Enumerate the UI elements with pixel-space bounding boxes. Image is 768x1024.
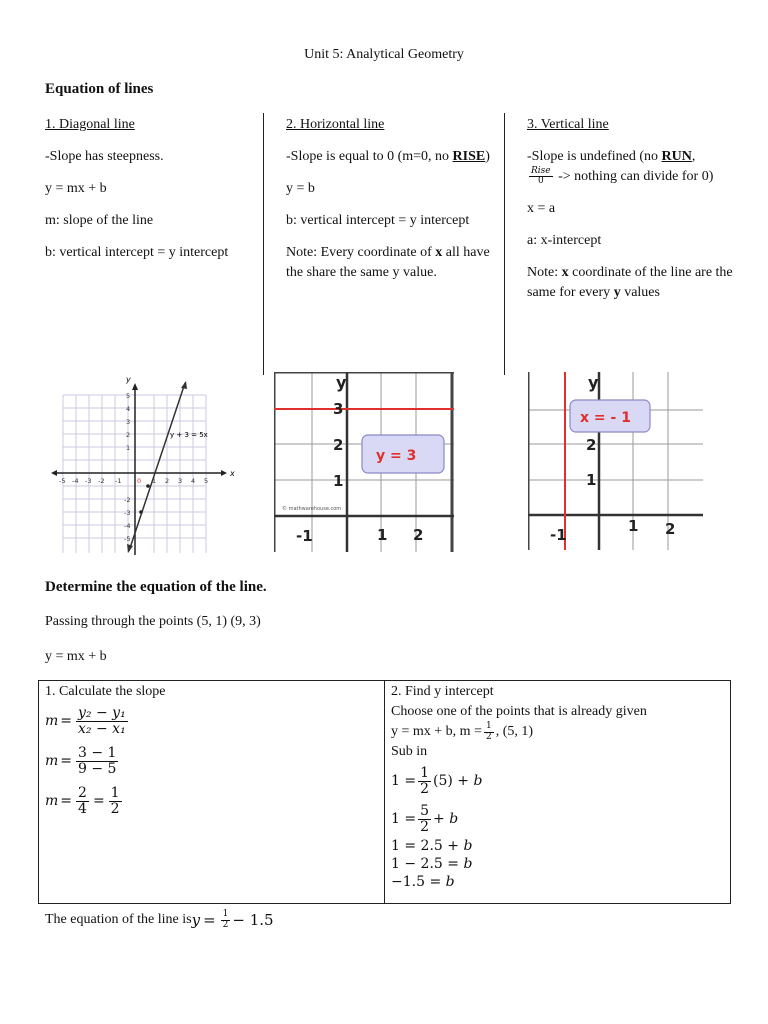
column-horizontal: [286, 115, 491, 295]
column-text: -Slope is undefined (no RUN, $\frac{\text{Rise}}{0}$ -> nothing can divide for 0): [527, 149, 714, 187]
step-text: y = mx + b, m = $\frac{1}{2}$ , (5, 1): [391, 721, 534, 742]
y-tick-label: 3: [126, 418, 131, 426]
x-tick-label: 2: [413, 526, 424, 544]
y-tick-label: 2: [333, 436, 344, 454]
y-tick-label: 2: [126, 431, 131, 439]
step-intercept-cell: [385, 681, 731, 904]
equation-label: x = - 1: [580, 410, 631, 426]
column-text: b: vertical intercept = y intercept: [45, 245, 229, 260]
section-title: Equation of lines: [45, 81, 154, 97]
column-text: -Slope is equal to 0 (m=0, no RISE): [286, 149, 490, 164]
column-text: -Slope has steepness.: [45, 149, 164, 164]
intercept-equation: 1 = $\frac{5}{2}$ + b: [391, 802, 459, 835]
y-tick-label: 1: [586, 471, 597, 489]
y-tick-label: 5: [126, 392, 131, 400]
x-tick-label: 1: [377, 526, 388, 544]
diagonal-line-graph: [45, 375, 235, 555]
step-slope-cell: [39, 681, 385, 904]
x-tick-label: 1: [628, 517, 639, 535]
column-heading: 3. Vertical line: [527, 117, 609, 132]
slope-result: m = $\frac{2}{4}$ = $\frac{1}{2}$: [45, 784, 120, 817]
column-text: y = b: [286, 181, 315, 196]
y-axis-label: y: [588, 373, 599, 392]
vertical-line-graph: [528, 372, 703, 550]
x-tick-label: -1: [115, 477, 122, 485]
problem-formula: y = mx + b: [45, 649, 107, 664]
y-axis-arrow: [132, 383, 138, 390]
x-tick-label: -1: [296, 527, 313, 545]
y-tick-label: 1: [333, 472, 344, 490]
problem-points: Passing through the points (5, 1) (9, 3): [45, 614, 261, 629]
page-header: Unit 5: Analytical Geometry: [304, 47, 464, 62]
y-tick-label: -3: [124, 509, 131, 517]
x-tick-label: -5: [59, 477, 66, 485]
intercept-equation: 1 − 2.5 = b: [391, 856, 473, 872]
intercept-equation: 1 = $\frac{1}{2}$ (5) + b: [391, 764, 483, 797]
x-tick-label: 5: [204, 477, 209, 485]
x-tick-label: -2: [98, 477, 105, 485]
slope-formula: m = $\frac{\text{y₂ − y₁}}{\text{x₂ − x₁}}$: [45, 704, 126, 737]
x-tick-label: -1: [550, 526, 567, 544]
column-heading: 1. Diagonal line: [45, 117, 135, 132]
graph-point: [139, 510, 143, 514]
column-text: y = mx + b: [45, 181, 107, 196]
graph-point: [146, 484, 150, 488]
line-arrow: [127, 544, 133, 553]
step-heading: 2. Find y intercept: [391, 684, 494, 699]
column-text: m: slope of the line: [45, 213, 154, 228]
y-tick-label: 3: [333, 400, 344, 418]
step-text: Sub in: [391, 744, 428, 759]
graph-credit: © mathwarehouse.com: [282, 506, 342, 512]
line-equation-label: y + 3 = 5x: [170, 431, 208, 439]
x-tick-label: 4: [191, 477, 196, 485]
y-tick-label: 4: [126, 405, 131, 413]
x-tick-label: 0: [137, 477, 142, 485]
step-heading: 1. Calculate the slope: [45, 684, 166, 699]
y-tick-label: -4: [124, 522, 131, 530]
x-axis-arrow: [51, 470, 57, 476]
column-note: Note: x coordinate of the line are the same for every y values: [527, 265, 733, 301]
horizontal-line-graph: [274, 372, 454, 552]
x-tick-label: -3: [85, 477, 92, 485]
y-tick-label: 1: [126, 444, 131, 452]
column-vertical: [527, 115, 742, 315]
column-heading: 2. Horizontal line: [286, 117, 385, 132]
x-tick-label: 3: [178, 477, 183, 485]
y-tick-label: -2: [124, 496, 131, 504]
conclusion: The equation of the line is y = $\frac{1}{2}$ − 1.5: [45, 909, 274, 930]
y-axis-label: y: [126, 375, 131, 384]
y-axis-label: y: [336, 373, 347, 392]
equation-label: y = 3: [376, 448, 417, 464]
x-tick-label: 2: [165, 477, 170, 485]
intercept-equation: 1 = 2.5 + b: [391, 838, 473, 854]
solution-table: [38, 680, 731, 904]
intercept-equation: −1.5 = b: [391, 874, 455, 890]
slope-substitution: m = $\frac{3 - 1}{9 - 5}$: [45, 744, 117, 777]
y-tick-label: 2: [586, 436, 597, 454]
x-tick-label: 2: [665, 520, 676, 538]
rise-over-zero-fraction: $\frac{\text{Rise}}{0}$: [531, 166, 551, 187]
line-arrow: [181, 381, 187, 389]
problem-title: Determine the equation of the line.: [45, 579, 267, 595]
x-axis-arrow: [221, 470, 227, 476]
column-divider: [504, 113, 505, 375]
column-note: Note: Every coordinate of x all have the share the same y value.: [286, 245, 490, 280]
step-text: Choose one of the points that is already given: [391, 704, 647, 719]
x-axis-label: x: [230, 469, 235, 478]
x-tick-label: -4: [72, 477, 79, 485]
y-tick-label: -5: [124, 535, 131, 543]
column-text: x = a: [527, 201, 556, 217]
column-text: a: x-intercept: [527, 233, 602, 249]
column-diagonal: [45, 115, 250, 275]
x-tick-label: 1: [152, 477, 157, 485]
column-divider: [263, 113, 264, 375]
column-text: b: vertical intercept = y intercept: [286, 213, 470, 228]
